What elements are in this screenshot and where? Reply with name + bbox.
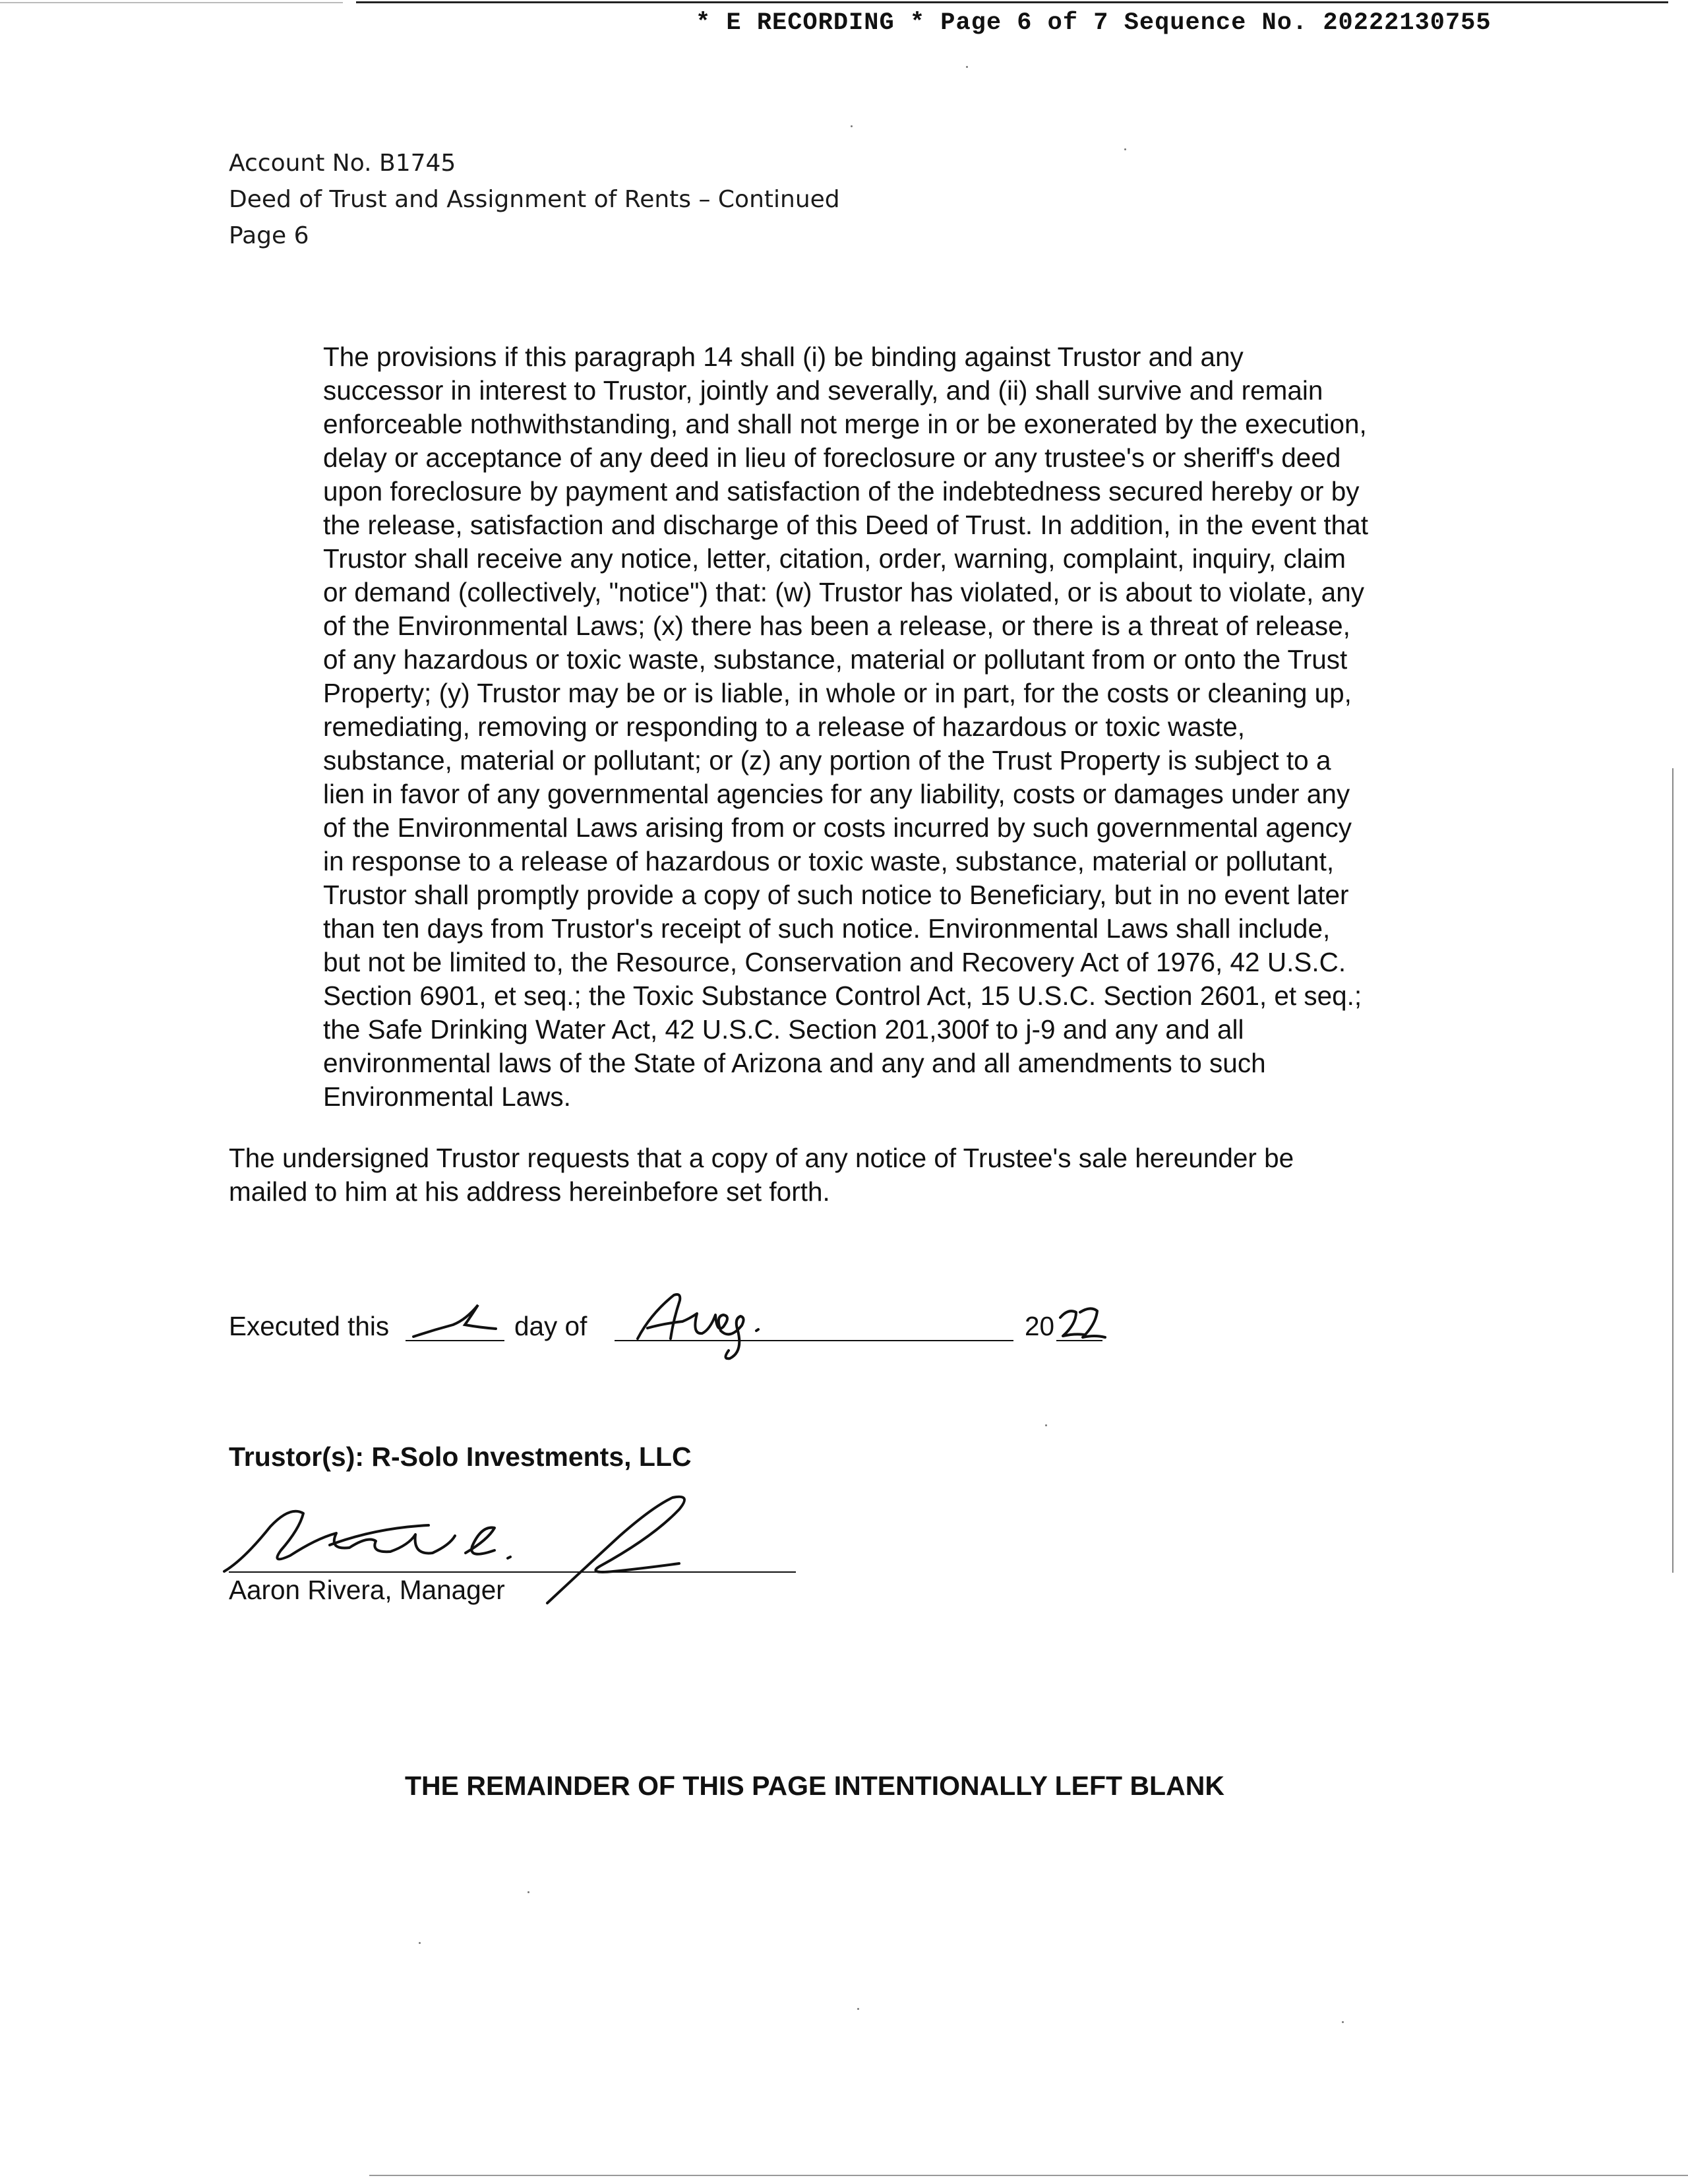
paragraph-line: delay or acceptance of any deed in lieu of foreclosure or any trustee's or sheriff's deed (323, 442, 1341, 473)
scan-speck (1342, 2021, 1344, 2023)
scan-speck (857, 2008, 859, 2010)
paragraph-14 (323, 340, 1477, 1114)
recording-header: * E RECORDING * Page 6 of 7 Sequence No. 20222130755 (696, 9, 1492, 37)
paragraph-line: The provisions if this paragraph 14 shall (i) be binding against Trustor and any (323, 342, 1244, 372)
bottom-rule (369, 2175, 1688, 2176)
scan-speck (1045, 1424, 1047, 1426)
paragraph-line: substance, material or pollutant; or (z) any portion of the Trust Property is subject to a (323, 745, 1331, 775)
signature-line (229, 1571, 796, 1573)
paragraph-line: the release, satisfaction and discharge of this Deed of Trust. In addition, in the event that (323, 510, 1368, 540)
scan-speck (966, 66, 968, 68)
handwritten-year (1056, 1298, 1116, 1344)
paragraph-line: enforceable nothwithstanding, and shall not merge in or be exonerated by the execution, (323, 409, 1367, 439)
paragraph-line: of any hazardous or toxic waste, substance, material or pollutant from or onto the Trust (323, 644, 1348, 675)
scan-speck (1124, 148, 1126, 150)
paragraph-line: but not be limited to, the Resource, Conservation and Recovery Act of 1976, 42 U.S.C. (323, 947, 1346, 977)
remainder-blank-notice: THE REMAINDER OF THIS PAGE INTENTIONALLY LEFT BLANK (405, 1771, 1224, 1801)
document-info (229, 145, 840, 254)
handwritten-day (407, 1296, 506, 1345)
scan-speck (419, 1942, 421, 1944)
paragraph-line: mailed to him at his address hereinbefore set forth. (229, 1176, 830, 1207)
right-margin-scan-line (1672, 768, 1673, 1573)
paragraph-line: the Safe Drinking Water Act, 42 U.S.C. Section 201,300f to j-9 and any and all (323, 1014, 1244, 1045)
paragraph-line: or demand (collectively, "notice") that: (w) Trustor has violated, or is about to violate, any (323, 577, 1364, 607)
paragraph-line: Property; (y) Trustor may be or is liable, in whole or in part, for the costs or cleaning up, (323, 678, 1352, 708)
paragraph-line: Trustor shall receive any notice, letter, citation, order, warning, complaint, inquiry, claim (323, 543, 1346, 574)
top-rule-faint (0, 2, 343, 3)
paragraph-line: Trustor shall promptly provide a copy of such notice to Beneficiary, but in no event later (323, 880, 1349, 910)
account-number: Account No. B1745 (229, 150, 456, 177)
paragraph-line: environmental laws of the State of Arizona and any and all amendments to such (323, 1048, 1266, 1078)
page-label: Page 6 (229, 222, 309, 249)
document-title-continued: Deed of Trust and Assignment of Rents – Continued (229, 186, 840, 213)
scan-speck (528, 1891, 529, 1893)
executed-middle: day of (514, 1311, 588, 1341)
paragraph-line: Environmental Laws. (323, 1081, 571, 1112)
handwritten-month (624, 1287, 822, 1363)
paragraph-line: than ten days from Trustor's receipt of such notice. Environmental Laws shall include, (323, 913, 1331, 944)
paragraph-line: upon foreclosure by payment and satisfaction of the indebtedness secured hereby or by (323, 476, 1360, 506)
execution-line (229, 1292, 1218, 1352)
year-prefix: 20 (1025, 1311, 1055, 1341)
top-rule (356, 1, 1668, 3)
notice-request-paragraph (229, 1141, 1294, 1209)
paragraph-line: The undersigned Trustor requests that a copy of any notice of Trustee's sale hereunder be (229, 1143, 1294, 1173)
paragraph-line: in response to a release of hazardous or toxic waste, substance, material or pollutant, (323, 846, 1335, 876)
signer-name: Aaron Rivera, Manager (229, 1575, 505, 1605)
paragraph-line: lien in favor of any governmental agencies for any liability, costs or damages under any (323, 779, 1350, 809)
paragraph-line: Section 6901, et seq.; the Toxic Substance Control Act, 15 U.S.C. Section 2601, et seq.; (323, 981, 1362, 1011)
paragraph-line: remediating, removing or responding to a release of hazardous or toxic waste, (323, 712, 1246, 742)
paragraph-line: successor in interest to Trustor, jointly and severally, and (ii) shall survive and remain (323, 375, 1323, 406)
paragraph-line: of the Environmental Laws arising from or costs incurred by such governmental agency (323, 812, 1352, 843)
paragraph-line: of the Environmental Laws; (x) there has been a release, or there is a threat of release, (323, 611, 1350, 641)
scan-speck (851, 125, 853, 127)
executed-prefix: Executed this (229, 1311, 390, 1341)
trustor-heading: Trustor(s): R-Solo Investments, LLC (229, 1441, 692, 1472)
